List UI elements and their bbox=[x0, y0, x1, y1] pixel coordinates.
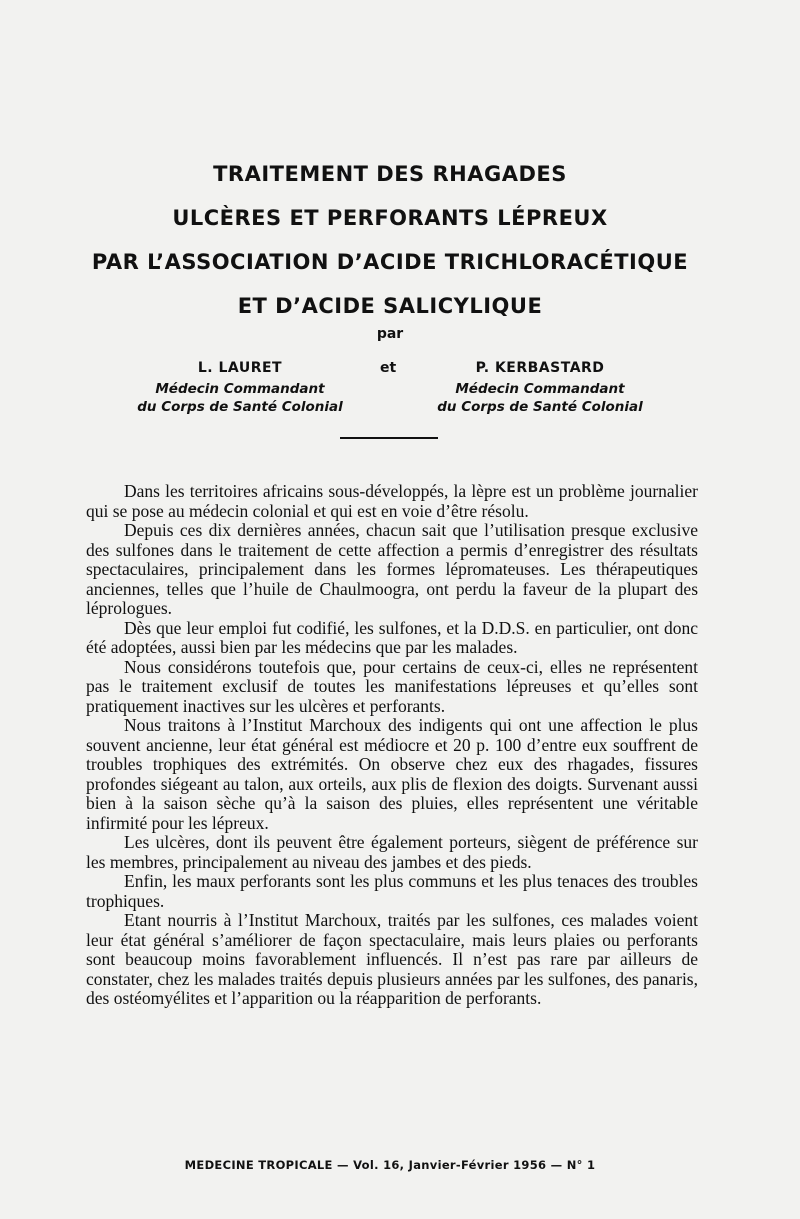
article-body bbox=[86, 482, 698, 1009]
paragraph: Depuis ces dix dernières années, chacun sait que l’utilisation presque exclusive des sulfones dans le traitement de cette affection a permis d’enregistrer des résultats spectaculaires, principalement dans les formes lépromateuses. Les thérapeutiques anciennes, telles que l’huile de Chaulmoogra, ont perdu la faveur de la plupart des léprologues. bbox=[86, 520, 698, 618]
author-name: P. KERBASTARD bbox=[475, 360, 605, 376]
title-line-3: PAR L’ASSOCIATION D’ACIDE TRICHLORACÉTIQUE bbox=[91, 250, 689, 274]
paragraph: Etant nourris à l’Institut Marchoux, traités par les sulfones, ces malades voient leur état général s’améliorer de façon spectaculaire, mais leurs plaies ou perforants sont beaucoup moins favorablement influencés. Il n’est pas rare par ailleurs de constater, chez les malades traités depuis plusieurs années par les sulfones, des panaris, des ostéomyélites et l’apparition ou la réapparition de perforants. bbox=[86, 910, 698, 1008]
author-kerbastard bbox=[420, 360, 660, 416]
paragraph: Dès que leur emploi fut codifié, les sulfones, et la D.D.S. en particulier, ont donc été adoptées, aussi bien par les médecins que par les malades. bbox=[86, 617, 698, 657]
author-role-line2: du Corps de Santé Colonial bbox=[437, 399, 643, 415]
author-role-line1: Médecin Commandant bbox=[155, 381, 325, 397]
paragraph: Les ulcères, dont ils peuvent être également porteurs, siègent de préférence sur les membres, principalement au niveau des jambes et des pieds. bbox=[86, 832, 698, 872]
author-conjunction: et bbox=[380, 360, 397, 376]
author-lauret bbox=[120, 360, 360, 416]
paragraph: Dans les territoires africains sous-développés, la lèpre est un problème journalier qui se pose au médecin colonial et qui est en voie d’être résolu. bbox=[86, 481, 698, 521]
title-line-4: ET D’ACIDE SALICYLIQUE bbox=[237, 294, 543, 318]
author-role-line2: du Corps de Santé Colonial bbox=[137, 399, 343, 415]
separator-rule bbox=[340, 437, 438, 439]
by-line: par bbox=[376, 326, 404, 342]
author-role-line1: Médecin Commandant bbox=[455, 381, 625, 397]
paragraph: Nous traitons à l’Institut Marchoux des indigents qui ont une affection le plus souvent ancienne, leur état général est médiocre et 20 p. 100 d’entre eux souffrent de troubles trophiques des extrémités. On observe chez eux des rhagades, fissures profondes siégeant au talon, aux orteils, aux plis de flexion des doigts. Survenant aussi bien à la saison sèche qu’à la saison des pluies, elles représentent une véritable infirmité pour les lépreux. bbox=[86, 715, 698, 833]
paragraph: Nous considérons toutefois que, pour certains de ceux-ci, elles ne représentent pas le traitement exclusif de toutes les manifestations lépreuses et qu’elles sont pratiquement inactives sur les ulcères et perforants. bbox=[86, 656, 698, 716]
article-title bbox=[0, 158, 780, 334]
title-line-2: ULCÈRES ET PERFORANTS LÉPREUX bbox=[172, 206, 608, 230]
journal-footer: MEDECINE TROPICALE — Vol. 16, Janvier-Février 1956 — N° 1 bbox=[184, 1158, 596, 1172]
title-line-1: TRAITEMENT DES RHAGADES bbox=[213, 162, 567, 186]
paragraph: Enfin, les maux perforants sont les plus communs et les plus tenaces des troubles trophiques. bbox=[86, 871, 698, 911]
author-name: L. LAURET bbox=[197, 360, 283, 376]
